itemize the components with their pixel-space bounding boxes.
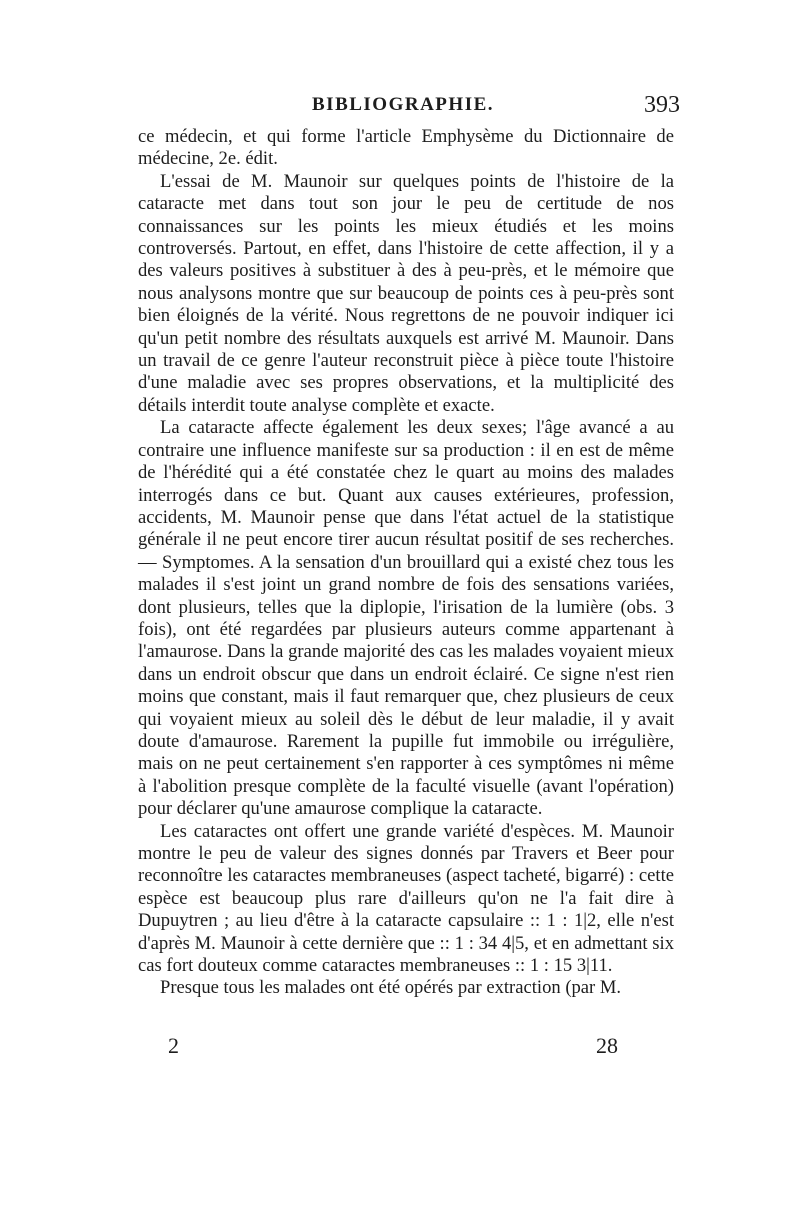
running-head: [140, 94, 680, 124]
paragraph-continuation: ce médecin, et qui forme l'article Emphysème du Dictionnaire de médecine, 2e. édit.: [138, 126, 674, 170]
paragraph-maunoir-essay: L'essai de M. Maunoir sur quelques points de l'histoire de la cataracte met dans tout son jour le peu de certitude de nos connaissances sur les points les mieux étudiés et les moins controversés. Partout, en effet, dans l'histoire de cette affection, il y a des valeurs positives à substituer à des à peu-près, et le mémoire que nous analysons montre que sur beaucoup de points ces à peu-près sont bien éloignés de la vérité. Nous regrettons de ne pouvoir indiquer ici qu'un petit nombre des résultats auxquels est arrivé M. Maunoir. Dans un travail de ce genre l'auteur reconstruit pièce à pièce toute l'histoire d'une maladie avec ses propres observations, et la multiplicité des détails interdit toute analyse complète et exacte.: [138, 170, 674, 416]
paragraph-operations: Presque tous les malades ont été opérés par extraction (par M.: [160, 977, 622, 999]
page-number: 393: [644, 92, 680, 118]
printer-signature: 2: [168, 1033, 179, 1058]
body-text: [138, 126, 674, 1000]
paragraph-cataract-symptoms: La cataracte affecte également les deux sexes; l'âge avancé a au contraire une influence manifeste sur sa production : il en est de même de l'hérédité qui a été constatée chez le quart au moins des malades interrogés dans ce but. Quant aux causes extérieures, profession, accidents, M. Maunoir pense que dans l'état actuel de la statistique générale il ne peut encore tirer aucun résultat positif de ses recherches. — Symptomes. A la sensation d'un brouillard qui a existé chez tous les malades il s'est joint un grand nombre de fois des sensations variées, dont plusieurs, telles que la diplopie, l'irisation de la lumière (obs. 3 fois), ont été regardées par plusieurs auteurs comme appartenant à l'amaurose. Dans la grande majorité des cas les malades voyaient mieux dans un endroit obscur que dans un endroit éclairé. Ce signe n'est rien moins que constant, mais il faut remarquer que, chez plusieurs de ceux qui voyaient mieux au soleil dès le début de leur maladie, il y avait doute d'amaurose. Rarement la pupille fut immobile ou irrégulière, mais on ne peut certainement s'en rapporter à ces symptômes ni même à l'abolition presque complète de la faculté visuelle (avant l'opération) pour déclarer qu'une amaurose complique la cataracte.: [138, 417, 674, 820]
sheet-number: 28: [596, 1033, 618, 1058]
running-title: BIBLIOGRAPHIE.: [312, 94, 495, 115]
paragraph-cataract-species: Les cataractes ont offert une grande variété d'espèces. M. Maunoir montre le peu de valeur des signes donnés par Travers et Beer pour reconnoître les cataractes membraneuses (aspect tacheté, bigarré) : cette espèce est beaucoup plus rare d'ailleurs qu'on ne l'a fait dire à Dupuytren ; au lieu d'être à la cataracte capsulaire :: 1 : 1|2, elle n'est d'après M. Maunoir à cette dernière que :: 1 : 34 4|5, et en admettant six cas fort douteux comme cataractes membraneuses :: 1 : 15 3|11.: [138, 820, 674, 977]
